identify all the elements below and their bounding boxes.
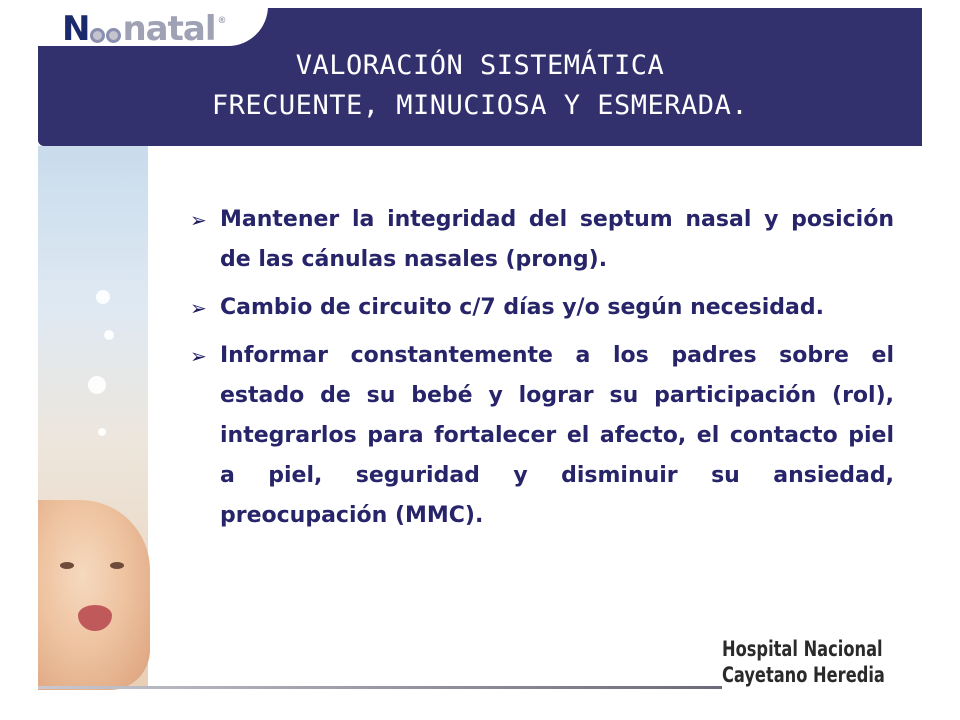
arrow-bullet-icon: ➢ bbox=[190, 296, 207, 320]
hospital-line-1: Hospital Nacional bbox=[722, 637, 883, 661]
list-item-text: Mantener la integridad del septum nasal y posición de las cánulas nasales (prong). bbox=[220, 207, 894, 272]
bullet-list bbox=[190, 200, 894, 544]
decorative-dot bbox=[96, 290, 110, 304]
decorative-dot bbox=[104, 330, 114, 340]
decorative-dot bbox=[98, 428, 106, 436]
hospital-line-2: Cayetano Heredia bbox=[722, 663, 885, 687]
list-item bbox=[190, 336, 894, 536]
hospital-label bbox=[722, 636, 894, 688]
footer-divider bbox=[38, 686, 722, 689]
title-line-1: VALORACIÓN SISTEMÁTICA bbox=[295, 50, 665, 81]
arrow-bullet-icon: ➢ bbox=[190, 344, 207, 368]
list-item-text: Informar constantemente a los padres sobre el estado de su bebé y lograr su participación (rol), integrarlos para fortalecer el afecto, el contacto piel a piel, seguridad y disminuir su ansiedad, preocupación (MMC). bbox=[220, 343, 894, 528]
logo-registered: ® bbox=[217, 16, 226, 26]
baby-photo bbox=[38, 500, 150, 690]
logo-prefix: N bbox=[62, 9, 90, 49]
neonatal-logo bbox=[62, 6, 226, 49]
list-item bbox=[190, 200, 894, 280]
decorative-dot bbox=[88, 376, 106, 394]
list-item bbox=[190, 288, 894, 328]
arrow-bullet-icon: ➢ bbox=[190, 208, 207, 232]
logo-suffix: natal bbox=[122, 9, 216, 49]
title-line-2: FRECUENTE, MINUCIOSA Y ESMERADA. bbox=[211, 90, 749, 121]
logo-eyes-icon bbox=[90, 28, 121, 43]
slide-title bbox=[60, 46, 900, 126]
list-item-text: Cambio de circuito c/7 días y/o según necesidad. bbox=[220, 295, 824, 320]
